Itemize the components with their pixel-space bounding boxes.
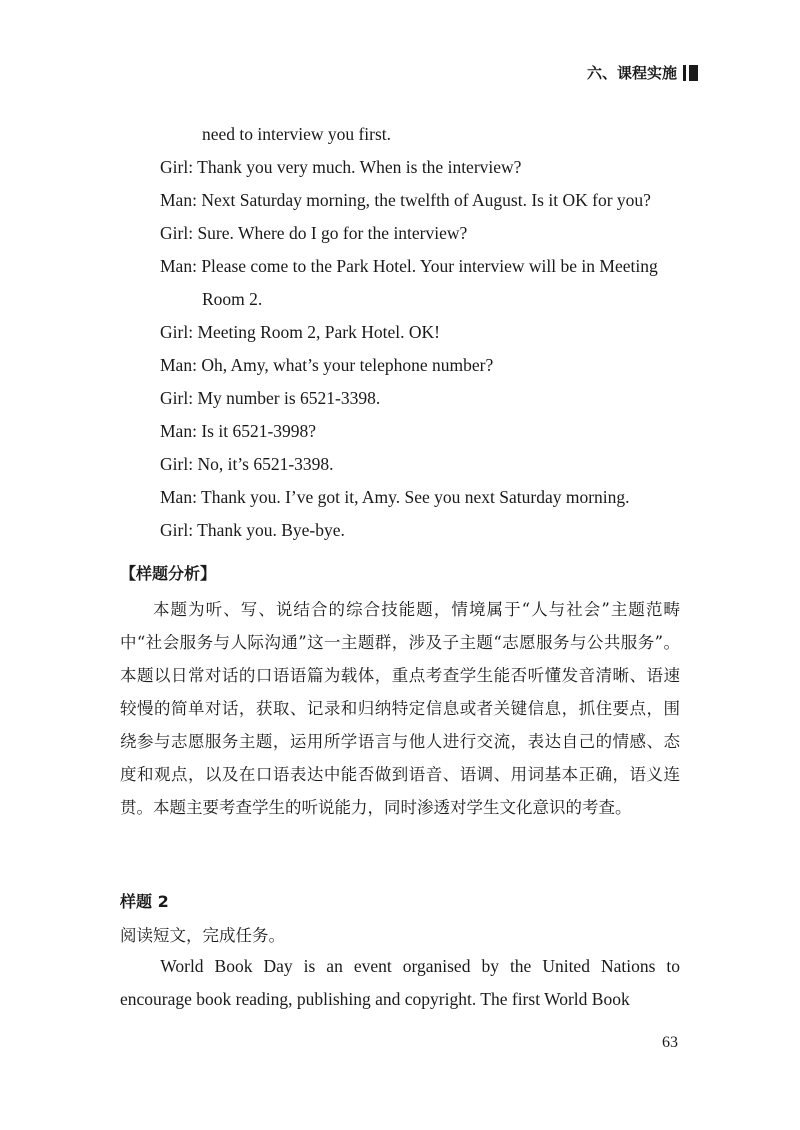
dialogue-line — [160, 514, 680, 547]
dialogue-line — [160, 316, 680, 349]
speaker-label: Man: — [160, 190, 197, 210]
speaker-label: Girl: — [160, 454, 194, 474]
dialogue-text: Oh, Amy, what’s your telephone number? — [201, 355, 494, 375]
speaker-label: Man: — [160, 355, 197, 375]
speaker-label: Girl: — [160, 322, 194, 342]
dialogue-text: Please come to the Park Hotel. Your interview will be in Meeting — [201, 256, 658, 276]
dialogue-line — [160, 250, 680, 283]
sample-2-title: 样题 2 — [120, 892, 169, 911]
running-header — [587, 62, 698, 83]
dialogue-line — [160, 151, 680, 184]
speaker-label: Girl: — [160, 388, 194, 408]
dialogue-text: Next Saturday morning, the twelfth of August. Is it OK for you? — [201, 190, 651, 210]
dialogue-line — [160, 481, 680, 514]
dialogue-line — [160, 382, 680, 415]
dialogue-line — [160, 448, 680, 481]
dialogue-text: need to interview you first. — [202, 124, 392, 144]
dialogue-text: Is it 6521-3998? — [201, 421, 317, 441]
sample-2-instruction: 阅读短文，完成任务。 — [120, 926, 285, 945]
dialogue-line — [160, 283, 680, 316]
header-bar-icon — [683, 65, 698, 81]
dialogue-line — [160, 415, 680, 448]
dialogue-text: Thank you very much. When is the interview? — [197, 157, 522, 177]
dialogue-line — [160, 118, 680, 151]
sample-2-passage: World Book Day is an event organised by the United Nations to encourage book reading, publishing and copyright. The first World Book — [120, 956, 680, 1009]
page-number: 63 — [662, 1034, 678, 1051]
dialogue-line — [160, 184, 680, 217]
dialogue-text: Thank you. I’ve got it, Amy. See you next Saturday morning. — [201, 487, 630, 507]
dialogue-text: Room 2. — [202, 289, 263, 309]
analysis-paragraph: 本题为听、写、说结合的综合技能题，情境属于“人与社会”主题范畴中“社会服务与人际沟通”这一主题群，涉及子主题“志愿服务与公共服务”。本题以日常对话的口语语篇为载体，重点考查学生能否听懂发音清晰、语速较慢的简单对话，获取、记录和归纳特定信息或者关键信息，抓住要点，围绕参与志愿服务主题，运用所学语言与他人进行交流，表达自己的情感、态度和观点，以及在口语表达中能否做到语音、语调、用词基本正确，语义连贯。本题主要考查学生的听说能力，同时渗透对学生文化意识的考查。 — [120, 600, 680, 817]
speaker-label: Girl: — [160, 520, 194, 540]
speaker-label: Girl: — [160, 157, 194, 177]
dialogue-text: My number is 6521-3398. — [197, 388, 381, 408]
dialogue-text: Meeting Room 2, Park Hotel. OK! — [197, 322, 440, 342]
dialogue-text: Thank you. Bye-bye. — [197, 520, 345, 540]
speaker-label: Man: — [160, 487, 197, 507]
dialogue-transcript — [160, 118, 680, 547]
dialogue-line — [160, 217, 680, 250]
section-heading: 六、课程实施 — [586, 64, 677, 82]
speaker-label: Man: — [160, 256, 197, 276]
speaker-label: Girl: — [160, 223, 194, 243]
dialogue-text: No, it’s 6521-3398. — [197, 454, 334, 474]
analysis-title: 【样题分析】 — [120, 564, 217, 583]
dialogue-text: Sure. Where do I go for the interview? — [197, 223, 468, 243]
speaker-label: Man: — [160, 421, 197, 441]
dialogue-line — [160, 349, 680, 382]
